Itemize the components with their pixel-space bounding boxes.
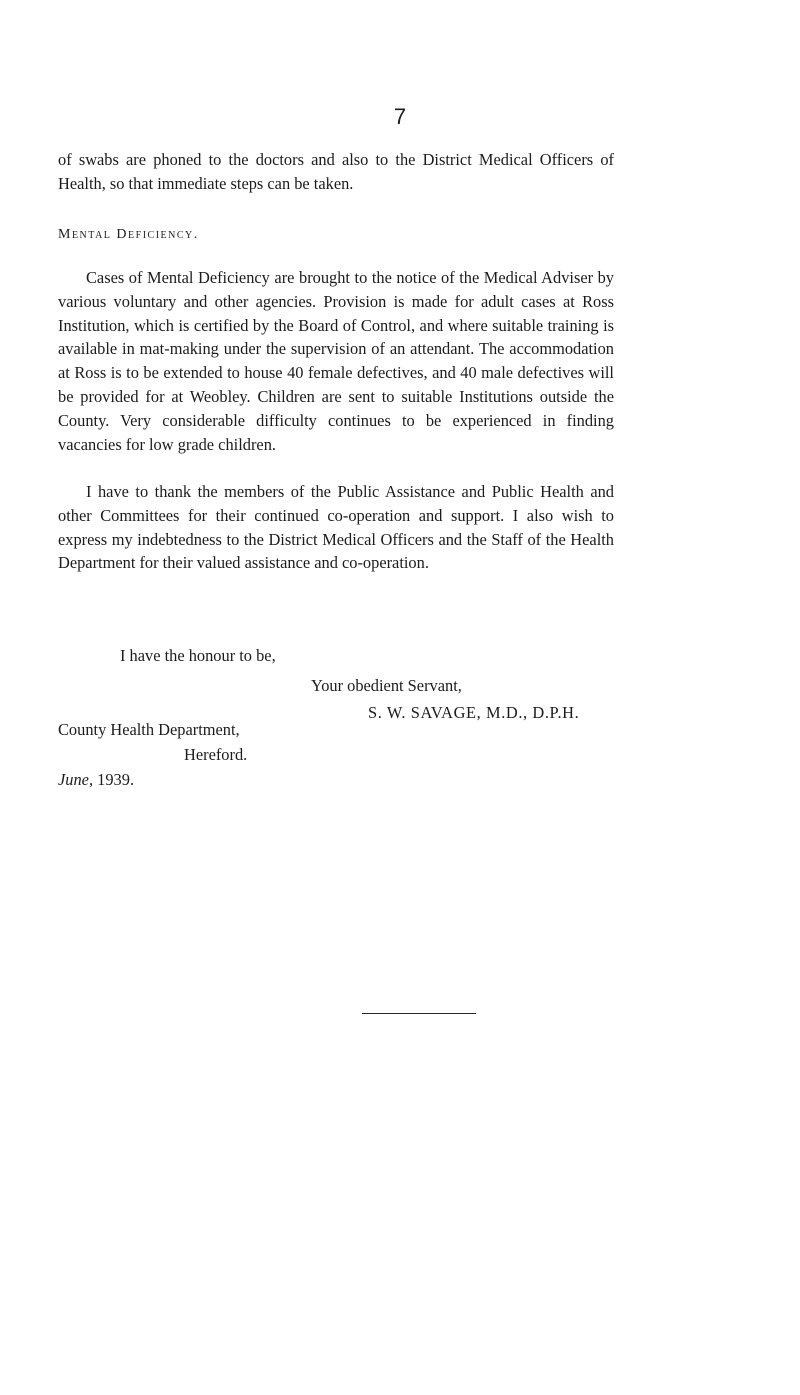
page-number: 7 (393, 104, 407, 129)
section-heading-mental-deficiency: Mental Deficiency. (58, 227, 199, 242)
paragraph-swabs: of swabs are phoned to the doctors and also to the District Medical Officers of Health, so that immediate steps can be taken. (58, 150, 614, 193)
date-year: 1939. (97, 770, 135, 789)
letter-date (58, 770, 134, 790)
address-place: Hereford. (184, 745, 248, 764)
signature-name: S. W. SAVAGE, M.D., D.P.H. (368, 703, 580, 722)
address-department: County Health Department, (58, 720, 240, 739)
closing-servant: Your obedient Servant, (311, 676, 462, 695)
end-rule-divider (362, 1013, 476, 1014)
closing-honour: I have the honour to be, (120, 646, 276, 665)
paragraph-acknowledgements: I have to thank the members of the Public Assistance and Public Health and other Committees for their continued co-operation and support. I also wish to express my indebtedness to the District Medical Officers and the Staff of the Health Department for their valued assistance and co-operation. (58, 482, 614, 573)
paragraph-mental-deficiency: Cases of Mental Deficiency are brought to the notice of the Medical Adviser by various voluntary and other agencies. Provision is made for adult cases at Ross Institution, which is certified by the Board of Control, and where suitable training is available in mat-making under the supervision of an attendant. The accommodation at Ross is to be extended to house 40 female defectives, and 40 male defectives will be provided for at Weobley. Children are sent to suitable Institutions outside the County. Very considerable difficulty continues to be experienced in finding vacancies for low grade children. (58, 268, 614, 454)
date-month: June, (58, 770, 94, 789)
